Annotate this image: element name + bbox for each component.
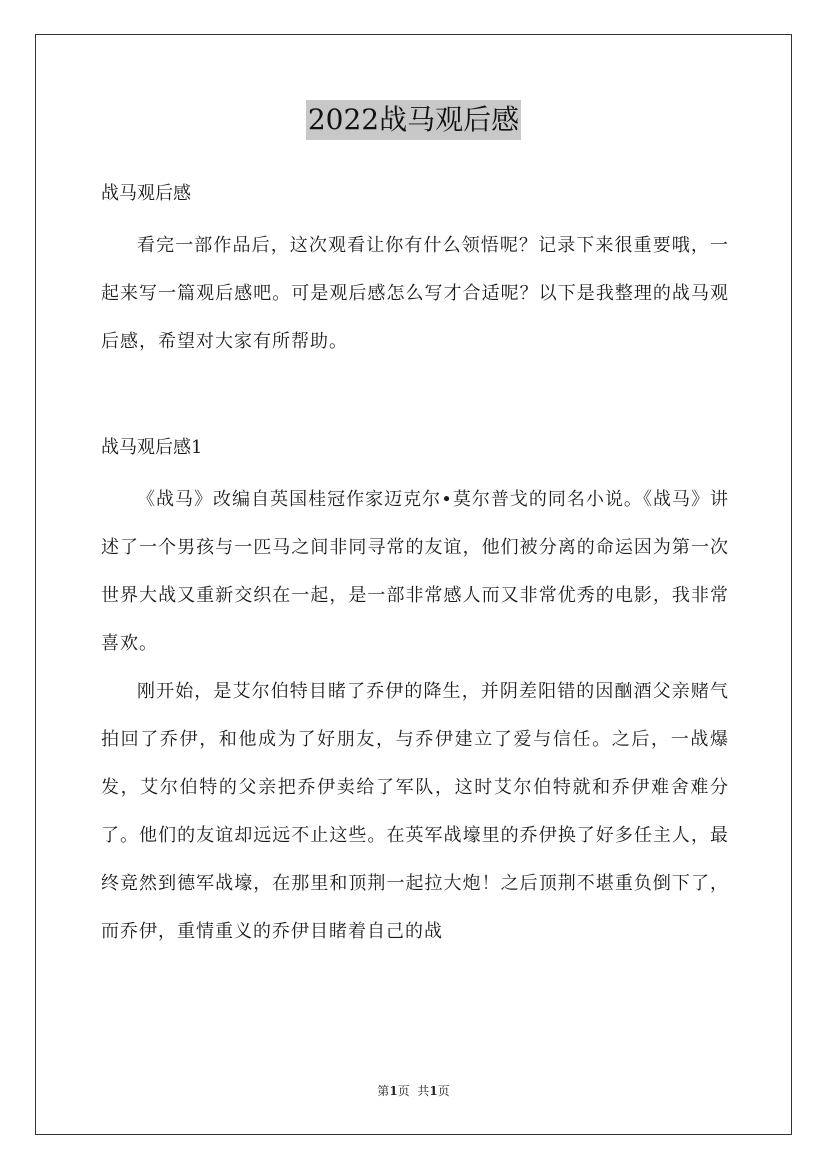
intro-paragraph: 看完一部作品后，这次观看让你有什么领悟呢？记录下来很重要哦，一起来写一篇观后感吧。可是观后感怎么写才合适呢？以下是我整理的战马观后感，希望对大家有所帮助。	[101, 235, 729, 352]
footer-page-total: 1	[429, 1084, 438, 1098]
spacer	[101, 366, 729, 426]
title-container	[0, 100, 827, 140]
section1-paragraph-1: 《战马》改编自英国桂冠作家迈克尔•莫尔普戈的同名小说。《战马》讲述了一个男孩与一匹马之间非同寻常的友谊，他们被分离的命运因为第一次世界大战又重新交织在一起，是一部非常感人而又非常优秀的电影，我非常喜欢。	[101, 489, 729, 654]
footer-page-mid: 页 共	[397, 1084, 430, 1098]
footer-page-suffix: 页	[437, 1084, 450, 1098]
page-footer	[0, 1082, 827, 1099]
footer-page-current: 1	[389, 1084, 398, 1098]
intro-heading: 战马观后感	[101, 183, 191, 204]
document-body	[101, 172, 729, 956]
document-title: 2022战马观后感	[306, 100, 521, 140]
section1-heading: 战马观后感1	[101, 437, 203, 458]
footer-page-prefix: 第	[377, 1084, 390, 1098]
section1-paragraph-2: 刚开始，是艾尔伯特目睹了乔伊的降生，并阴差阳错的因酗酒父亲赌气拍回了乔伊，和他成为了好朋友，与乔伊建立了爱与信任。之后，一战爆发，艾尔伯特的父亲把乔伊卖给了军队，这时艾尔伯特就和乔伊难舍难分了。他们的友谊却远远不止这些。在英军战壕里的乔伊换了好多任主人，最终竟然到德军战壕，在那里和顶荆一起拉大炮！之后顶荆不堪重负倒下了，而乔伊，重情重义的乔伊目睹着自己的战	[101, 681, 729, 942]
